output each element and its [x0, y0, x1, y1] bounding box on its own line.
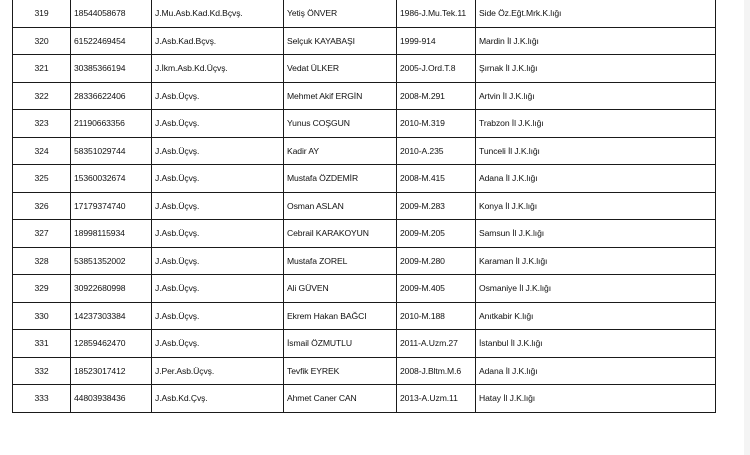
rank-cell: J.Asb.Üçvş.	[152, 220, 284, 248]
row-number-cell: 333	[13, 385, 71, 413]
rank-cell: J.Asb.Kad.Bçvş.	[152, 27, 284, 55]
table-row	[13, 0, 716, 27]
id-number-cell: 17179374740	[71, 192, 152, 220]
name-cell: Vedat ÜLKER	[284, 55, 397, 83]
unit-cell: Artvin İl J.K.lığı	[476, 82, 716, 110]
class-year-cell: 1999-914	[397, 27, 476, 55]
table-row	[13, 247, 716, 275]
class-year-cell: 2013-A.Uzm.11	[397, 385, 476, 413]
name-cell: Ali GÜVEN	[284, 275, 397, 303]
id-number-cell: 53851352002	[71, 247, 152, 275]
table-row	[13, 110, 716, 138]
row-number-cell: 332	[13, 357, 71, 385]
name-cell: Ekrem Hakan BAĞCI	[284, 302, 397, 330]
unit-cell: Side Öz.Eğt.Mrk.K.lığı	[476, 0, 716, 27]
rank-cell: J.Asb.Üçvş.	[152, 82, 284, 110]
id-number-cell: 30922680998	[71, 275, 152, 303]
unit-cell: Konya İl J.K.lığı	[476, 192, 716, 220]
table-row	[13, 82, 716, 110]
unit-cell: Samsun İl J.K.lığı	[476, 220, 716, 248]
id-number-cell: 15360032674	[71, 165, 152, 193]
name-cell: Tevfik EYREK	[284, 357, 397, 385]
row-number-cell: 323	[13, 110, 71, 138]
row-number-cell: 324	[13, 137, 71, 165]
name-cell: Mehmet Akif ERGİN	[284, 82, 397, 110]
row-number-cell: 328	[13, 247, 71, 275]
name-cell: Selçuk KAYABAŞI	[284, 27, 397, 55]
row-number-cell: 326	[13, 192, 71, 220]
name-cell: Cebrail KARAKOYUN	[284, 220, 397, 248]
unit-cell: Şırnak İl J.K.lığı	[476, 55, 716, 83]
id-number-cell: 21190663356	[71, 110, 152, 138]
row-number-cell: 322	[13, 82, 71, 110]
id-number-cell: 14237303384	[71, 302, 152, 330]
name-cell: Kadir AY	[284, 137, 397, 165]
id-number-cell: 28336622406	[71, 82, 152, 110]
name-cell: Osman ASLAN	[284, 192, 397, 220]
class-year-cell: 2010-M.319	[397, 110, 476, 138]
class-year-cell: 2008-M.291	[397, 82, 476, 110]
name-cell: Yunus COŞGUN	[284, 110, 397, 138]
class-year-cell: 2005-J.Ord.T.8	[397, 55, 476, 83]
row-number-cell: 330	[13, 302, 71, 330]
rank-cell: J.Asb.Üçvş.	[152, 110, 284, 138]
table-body	[13, 0, 716, 412]
rank-cell: J.Asb.Üçvş.	[152, 275, 284, 303]
rank-cell: J.Asb.Üçvş.	[152, 192, 284, 220]
row-number-cell: 320	[13, 27, 71, 55]
rank-cell: J.Asb.Üçvş.	[152, 137, 284, 165]
page-edge	[744, 0, 750, 455]
table-row	[13, 330, 716, 358]
name-cell: Mustafa ZOREL	[284, 247, 397, 275]
rank-cell: J.Asb.Kd.Çvş.	[152, 385, 284, 413]
rank-cell: J.Per.Asb.Üçvş.	[152, 357, 284, 385]
row-number-cell: 321	[13, 55, 71, 83]
unit-cell: Karaman İl J.K.lığı	[476, 247, 716, 275]
unit-cell: Adana İl J.K.lığı	[476, 357, 716, 385]
unit-cell: Mardin İl J.K.lığı	[476, 27, 716, 55]
name-cell: Yetiş ÖNVER	[284, 0, 397, 27]
class-year-cell: 2009-M.405	[397, 275, 476, 303]
class-year-cell: 2008-J.Bltm.M.6	[397, 357, 476, 385]
name-cell: Ahmet Caner CAN	[284, 385, 397, 413]
row-number-cell: 331	[13, 330, 71, 358]
id-number-cell: 58351029744	[71, 137, 152, 165]
unit-cell: Trabzon İl J.K.lığı	[476, 110, 716, 138]
id-number-cell: 18544058678	[71, 0, 152, 27]
class-year-cell: 2009-M.283	[397, 192, 476, 220]
table-row	[13, 385, 716, 413]
name-cell: İsmail ÖZMUTLU	[284, 330, 397, 358]
rank-cell: J.Asb.Üçvş.	[152, 247, 284, 275]
rank-cell: J.İkm.Asb.Kd.Üçvş.	[152, 55, 284, 83]
class-year-cell: 2010-M.188	[397, 302, 476, 330]
class-year-cell: 2009-M.280	[397, 247, 476, 275]
name-cell: Mustafa ÖZDEMİR	[284, 165, 397, 193]
class-year-cell: 1986-J.Mu.Tek.11	[397, 0, 476, 27]
row-number-cell: 319	[13, 0, 71, 27]
rank-cell: J.Asb.Üçvş.	[152, 330, 284, 358]
id-number-cell: 44803938436	[71, 385, 152, 413]
table-row	[13, 302, 716, 330]
rank-cell: J.Asb.Üçvş.	[152, 165, 284, 193]
personnel-table	[12, 0, 716, 413]
rank-cell: J.Asb.Üçvş.	[152, 302, 284, 330]
table-row	[13, 27, 716, 55]
id-number-cell: 18998115934	[71, 220, 152, 248]
table-row	[13, 192, 716, 220]
unit-cell: Tunceli İl J.K.lığı	[476, 137, 716, 165]
id-number-cell: 61522469454	[71, 27, 152, 55]
table-row	[13, 275, 716, 303]
table-row	[13, 165, 716, 193]
id-number-cell: 30385366194	[71, 55, 152, 83]
table-row	[13, 55, 716, 83]
unit-cell: Hatay İl J.K.lığı	[476, 385, 716, 413]
table-row	[13, 137, 716, 165]
id-number-cell: 12859462470	[71, 330, 152, 358]
class-year-cell: 2011-A.Uzm.27	[397, 330, 476, 358]
class-year-cell: 2009-M.205	[397, 220, 476, 248]
row-number-cell: 325	[13, 165, 71, 193]
row-number-cell: 329	[13, 275, 71, 303]
unit-cell: Adana İl J.K.lığı	[476, 165, 716, 193]
table-row	[13, 357, 716, 385]
id-number-cell: 18523017412	[71, 357, 152, 385]
row-number-cell: 327	[13, 220, 71, 248]
class-year-cell: 2010-A.235	[397, 137, 476, 165]
table-row	[13, 220, 716, 248]
unit-cell: Osmaniye İl J.K.lığı	[476, 275, 716, 303]
unit-cell: İstanbul İl J.K.lığı	[476, 330, 716, 358]
class-year-cell: 2008-M.415	[397, 165, 476, 193]
rank-cell: J.Mu.Asb.Kad.Kd.Bçvş.	[152, 0, 284, 27]
unit-cell: Anıtkabir K.lığı	[476, 302, 716, 330]
